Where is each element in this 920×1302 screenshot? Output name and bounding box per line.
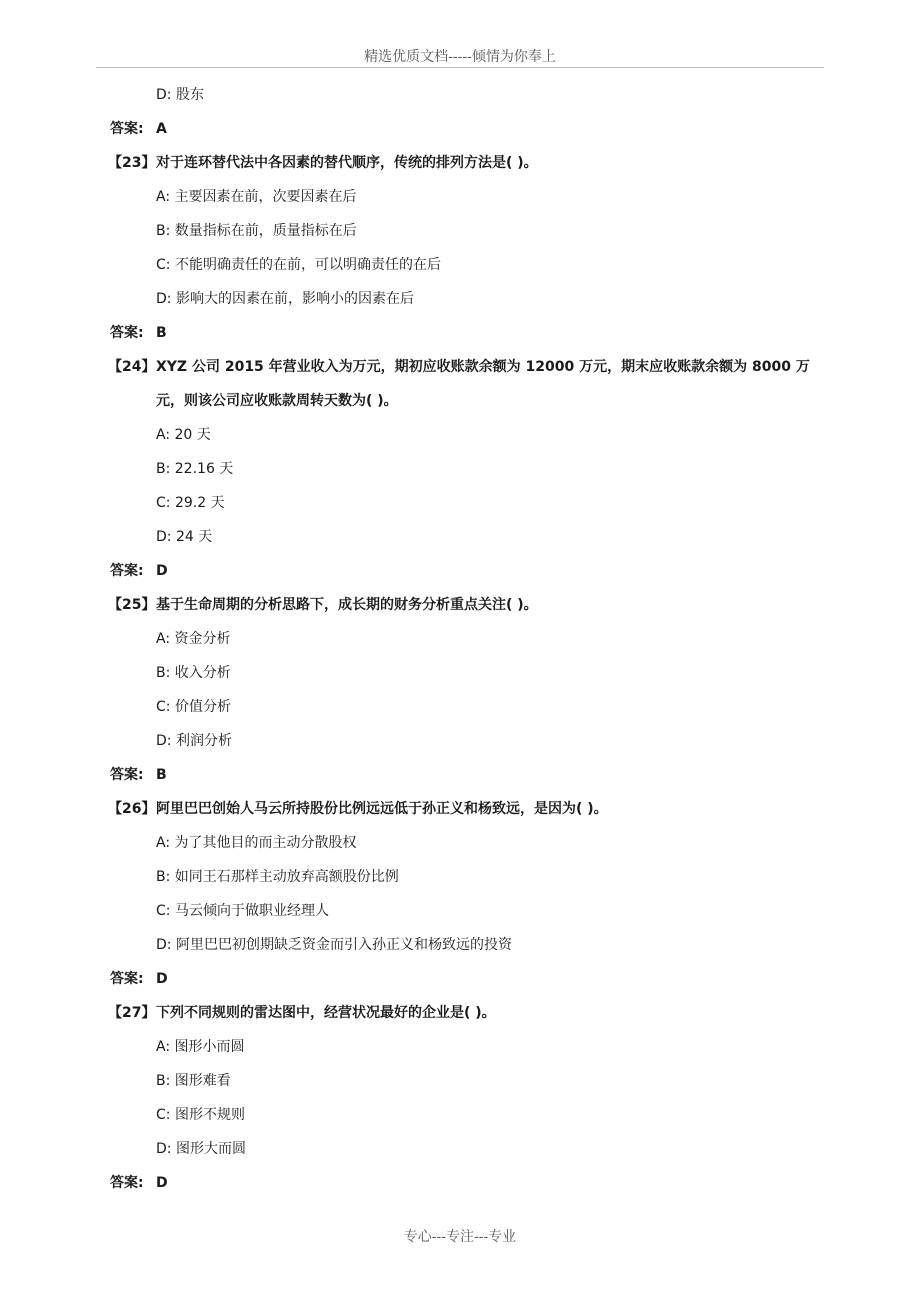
header-rule <box>96 67 824 68</box>
question-number: 【27】 <box>108 1005 156 1021</box>
option-line: D: 利润分析 <box>156 733 232 749</box>
question-line <box>0 146 920 180</box>
answer-line <box>0 1166 920 1200</box>
question-number: 【23】 <box>108 155 156 171</box>
question-text: 阿里巴巴创始人马云所持股份比例远远低于孙正义和杨致远，是因为( )。 <box>156 801 608 817</box>
answer-line <box>0 112 920 146</box>
option-line: B: 如同王石那样主动放弃高额股份比例 <box>156 869 399 885</box>
question-text: XYZ 公司 2015 年营业收入为万元，期初应收账款余额为 12000 万元，期末应收账款余额为 8000 万 <box>156 359 810 375</box>
answer-label: 答案: <box>110 1175 144 1191</box>
answer-value: A <box>156 121 167 137</box>
option-line: A: 主要因素在前，次要因素在后 <box>156 189 357 205</box>
option-line: A: 资金分析 <box>156 631 231 647</box>
question-text: 基于生命周期的分析思路下，成长期的财务分析重点关注( )。 <box>156 597 538 613</box>
answer-value: D <box>156 563 168 579</box>
option-line: D: 图形大而圆 <box>156 1141 246 1157</box>
page-footer: 专心---专注---专业 <box>403 1229 517 1245</box>
question-line <box>0 350 920 384</box>
question-line <box>0 996 920 1030</box>
option-line: C: 图形不规则 <box>156 1107 245 1123</box>
answer-value: D <box>156 1175 168 1191</box>
option-line: C: 不能明确责任的在前，可以明确责任的在后 <box>156 257 441 273</box>
page-header: 精选优质文档-----倾情为你奉上 <box>364 49 556 65</box>
answer-value: D <box>156 971 168 987</box>
option-line: D: 股东 <box>156 87 204 103</box>
answer-label: 答案: <box>110 325 144 341</box>
option-line: D: 24 天 <box>156 529 213 545</box>
option-line: A: 图形小而圆 <box>156 1039 245 1055</box>
option-line: C: 29.2 天 <box>156 495 225 511</box>
option-line: D: 阿里巴巴初创期缺乏资金而引入孙正义和杨致远的投资 <box>156 937 512 953</box>
answer-label: 答案: <box>110 767 144 783</box>
option-line: A: 20 天 <box>156 427 211 443</box>
question-number: 【24】 <box>108 359 156 375</box>
answer-line <box>0 758 920 792</box>
answer-value: B <box>156 767 167 783</box>
option-line: A: 为了其他目的而主动分散股权 <box>156 835 357 851</box>
question-number: 【25】 <box>108 597 156 613</box>
question-line <box>0 792 920 826</box>
option-line: B: 收入分析 <box>156 665 231 681</box>
answer-label: 答案: <box>110 971 144 987</box>
option-line: D: 影响大的因素在前，影响小的因素在后 <box>156 291 414 307</box>
answer-line <box>0 962 920 996</box>
question-text-continued: 元，则该公司应收账款周转天数为( )。 <box>156 393 398 409</box>
option-line: B: 22.16 天 <box>156 461 234 477</box>
answer-value: B <box>156 325 167 341</box>
question-text: 下列不同规则的雷达图中，经营状况最好的企业是( )。 <box>156 1005 496 1021</box>
answer-line <box>0 316 920 350</box>
option-line: B: 图形难看 <box>156 1073 231 1089</box>
document-body <box>0 78 920 1200</box>
question-line <box>0 588 920 622</box>
option-line: B: 数量指标在前，质量指标在后 <box>156 223 357 239</box>
option-line: C: 马云倾向于做职业经理人 <box>156 903 329 919</box>
answer-line <box>0 554 920 588</box>
answer-label: 答案: <box>110 563 144 579</box>
option-line: C: 价值分析 <box>156 699 231 715</box>
question-number: 【26】 <box>108 801 156 817</box>
answer-label: 答案: <box>110 121 144 137</box>
question-text: 对于连环替代法中各因素的替代顺序，传统的排列方法是( )。 <box>156 155 538 171</box>
